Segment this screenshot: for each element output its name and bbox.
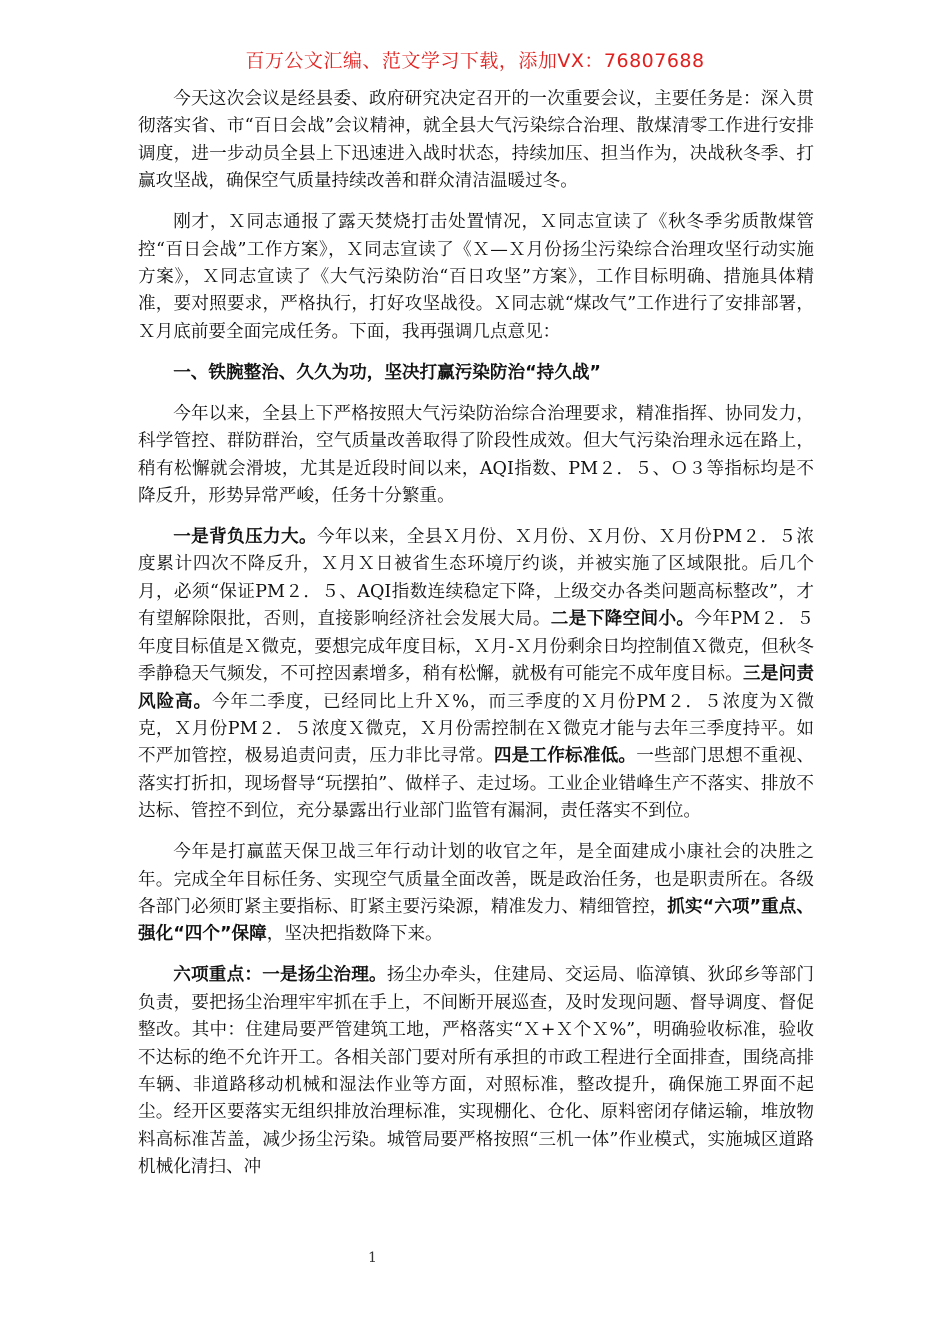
paragraph-briefing: 刚才，Ｘ同志通报了露天焚烧打击处置情况，Ｘ同志宣读了《秋冬季劣质散煤管控“百日会战”工作方案》，Ｘ同志宣读了《Ｘ—Ｘ月份扬尘污染综合治理攻坚行动实施方案》，Ｘ同志宣读了《大气污染防治“百日攻坚”方案》，工作目标明确、措施具体精准，要对照要求，严格执行，打好攻坚战役。Ｘ同志就“煤改气”工作进行了安排部署，Ｘ月底前要全面完成任务。下面，我再强调几点意见： <box>138 212 814 342</box>
bold-lead-1: 一是背负压力大。 <box>173 527 317 548</box>
pressure-text-3: 今年二季度，已经同比上升Ｘ%，而三季度的Ｘ月份PM２．５浓度为Ｘ微克，Ｘ月份PM２．５浓度Ｘ微克，Ｘ月份需控制在Ｘ微克才能与去年三季度持平。如不严加管控，极易追责问责，压力非比寻常。 <box>138 691 814 767</box>
promo-header: 百万公文汇编、范文学习下载，添加VX：76807688 <box>245 50 705 72</box>
bold-lead-2: 二是下降空间小。 <box>550 609 695 630</box>
priorities-bold-lead: 六项重点：一是扬尘治理。 <box>173 965 387 986</box>
goals-text-1: 今年是打赢蓝天保卫战三年行动计划的收官之年，是全面建成小康社会的决胜之年。完成全年目标任务、实现空气质量全面改善，既是政治任务，也是职责所在。各级各部门必须盯紧主要指标、盯紧主要污染源，精准发力、精细管控， <box>138 842 814 917</box>
bold-lead-3: 三是问责风险高。 <box>138 664 814 712</box>
page-number: 1 <box>368 1250 377 1266</box>
section-heading-1: 一、铁腕整治、久久为功，坚决打赢污染防治“持久战” <box>173 362 601 383</box>
paragraph-pressures <box>138 524 814 825</box>
bold-lead-4: 四是工作标准低。 <box>493 746 637 767</box>
paragraph-situation: 今年以来，全县上下严格按照大气污染防治综合治理要求，精准指挥、协同发力，科学管控、群防群治，空气质量改善取得了阶段性成效。但大气污染治理永远在路上，稍有松懈就会滑坡，尤其是近段时间以来，AQI指数、PM２．５、Ｏ３等指标均是不降反升，形势异常严峻，任务十分繁重。 <box>138 403 814 507</box>
goals-bold: 抓实“六项”重点、强化“四个”保障 <box>138 896 814 945</box>
pressure-text-1: 今年以来，全县Ｘ月份、Ｘ月份、Ｘ月份、Ｘ月份PM２．５浓度累计四次不降反升，Ｘ月Ｘ日被省生态环境厅约谈，并被实施了区域限批。后几个月，必须“保证PM２．５、AQI指数连续稳定下降，上级交办各类问题高标整改”，才有望解除限批，否则，直接影响经济社会发展大局。 <box>138 527 814 630</box>
pressure-text-4: 一些部门思想不重视、落实打折扣，现场督导“玩摆拍”、做样子、走过场。工业企业错峰生产不落实、排放不达标、管控不到位，充分暴露出行业部门监管有漏洞，责任落实不到位。 <box>138 746 814 822</box>
paragraph-intro: 今天这次会议是经县委、政府研究决定召开的一次重要会议，主要任务是：深入贯彻落实省、市“百日会战”会议精神，就全县大气污染综合治理、散煤清零工作进行安排调度，进一步动员全县上下迅速进入战时状态，持续加压、担当作为，决战秋冬季、打赢攻坚战，确保空气质量持续改善和群众清洁温暖过冬。 <box>138 89 814 192</box>
pressure-text-2: 今年PM２．５年度目标值是Ｘ微克，要想完成年度目标，Ｘ月-Ｘ月份剩余日均控制值Ｘ微克，但秋冬季静稳天气频发，不可控因素增多，稍有松懈，就极有可能完不成年度目标。 <box>138 609 814 685</box>
priorities-text: 扬尘办牵头，住建局、交运局、临漳镇、狄邱乡等部门负责，要把扬尘治理牢牢抓在手上，不间断开展巡查，及时发现问题、督导调度、督促整改。其中：住建局要严管建筑工地，严格落实“Ｘ+Ｘ个Ｘ%”，明确验收标准，验收不达标的绝不允许开工。各相关部门要对所有承担的市政工程进行全面排查，围绕高排车辆、非道路移动机械和湿法作业等方面，对照标准，整改提升，确保施工界面不起尘。经开区要落实无组织排放治理标准，实现棚化、仓化、原料密闭存储运输，堆放物料高标准苫盖，减少扬尘污染。城管局要严格按照“三机一体”作业模式，实施城区道路机械化清扫、冲 <box>138 965 814 1178</box>
paragraph-goals <box>138 839 814 949</box>
paragraph-six-priorities <box>138 962 814 1181</box>
goals-text-2: ，坚决把指数降下来。 <box>266 924 443 945</box>
document-body <box>138 86 814 1195</box>
